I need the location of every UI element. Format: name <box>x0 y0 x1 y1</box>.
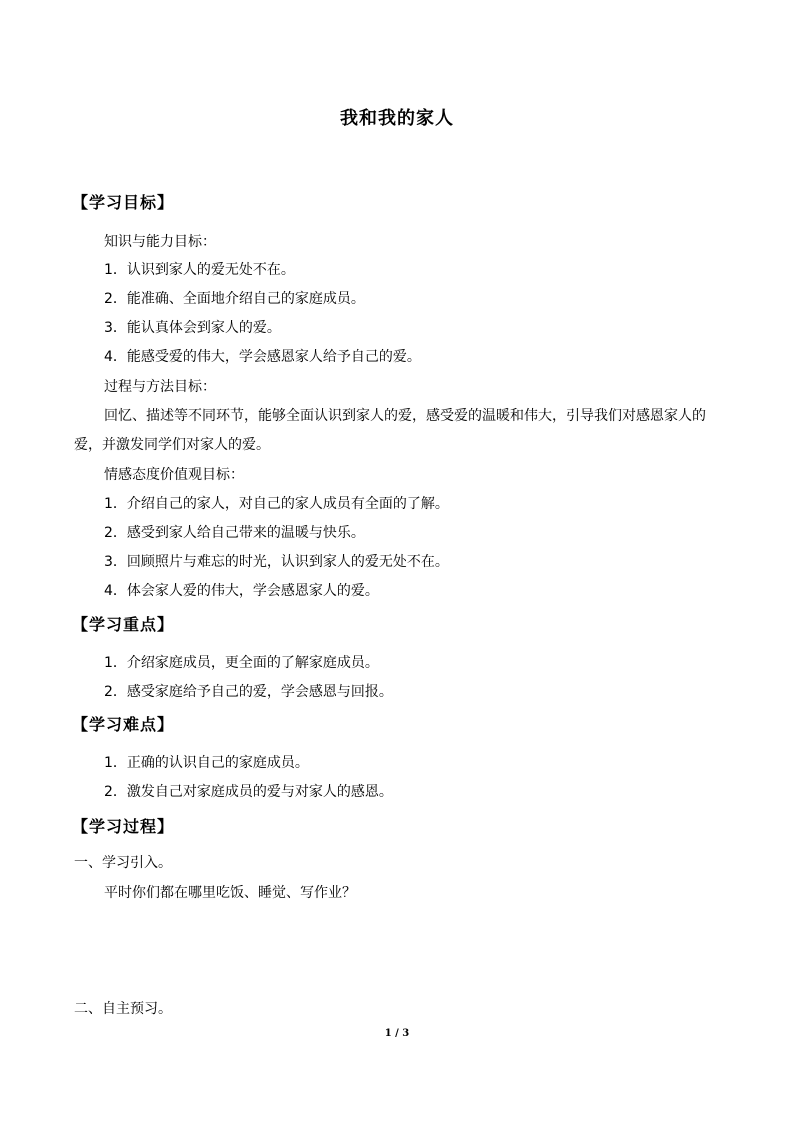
process-text: 回忆、描述等不同环节，能够全面认识到家人的爱，感受爱的温暖和伟大，引导我们对感恩家人的爱，并激发同学们对家人的爱。 <box>74 408 706 453</box>
knowledge-item: 2．能准确、全面地介绍自己的家庭成员。 <box>104 291 365 307</box>
objectives-heading: 【学习目标】 <box>72 193 175 212</box>
knowledge-item: 4．能感受爱的伟大，学会感恩家人给予自己的爱。 <box>104 349 421 365</box>
emotion-item: 3．回顾照片与难忘的时光，认识到家人的爱无处不在。 <box>104 554 449 570</box>
emotion-item: 2．感受到家人给自己带来的温暖与快乐。 <box>104 525 365 541</box>
emotion-item: 4．体会家人爱的伟大，学会感恩家人的爱。 <box>104 583 379 599</box>
key-point-item: 1．介绍家庭成员，更全面的了解家庭成员。 <box>104 655 379 671</box>
difficulty-item: 2．激发自己对家庭成员的爱与对家人的感恩。 <box>104 784 393 800</box>
process-label: 过程与方法目标： <box>104 379 216 395</box>
key-points-heading: 【学习重点】 <box>72 615 175 634</box>
knowledge-label: 知识与能力目标： <box>104 234 216 250</box>
emotion-label: 情感态度价值观目标： <box>104 467 244 483</box>
page-number: 1 / 3 <box>384 1028 410 1039</box>
section1-question: 平时你们都在哪里吃饭、睡觉、写作业？ <box>104 885 356 901</box>
key-point-item: 2．感受家庭给予自己的爱，学会感恩与回报。 <box>104 684 393 700</box>
difficulty-item: 1．正确的认识自己的家庭成员。 <box>104 755 309 771</box>
section2-title: 二、自主预习。 <box>74 1001 172 1017</box>
knowledge-item: 1．认识到家人的爱无处不在。 <box>104 262 295 278</box>
process-heading: 【学习过程】 <box>72 817 175 836</box>
difficulties-heading: 【学习难点】 <box>72 715 175 734</box>
document-title: 我和我的家人 <box>340 108 454 129</box>
emotion-item: 1．介绍自己的家人，对自己的家人成员有全面的了解。 <box>104 496 449 512</box>
section1-title: 一、学习引入。 <box>74 855 172 871</box>
knowledge-item: 3．能认真体会到家人的爱。 <box>104 320 281 336</box>
